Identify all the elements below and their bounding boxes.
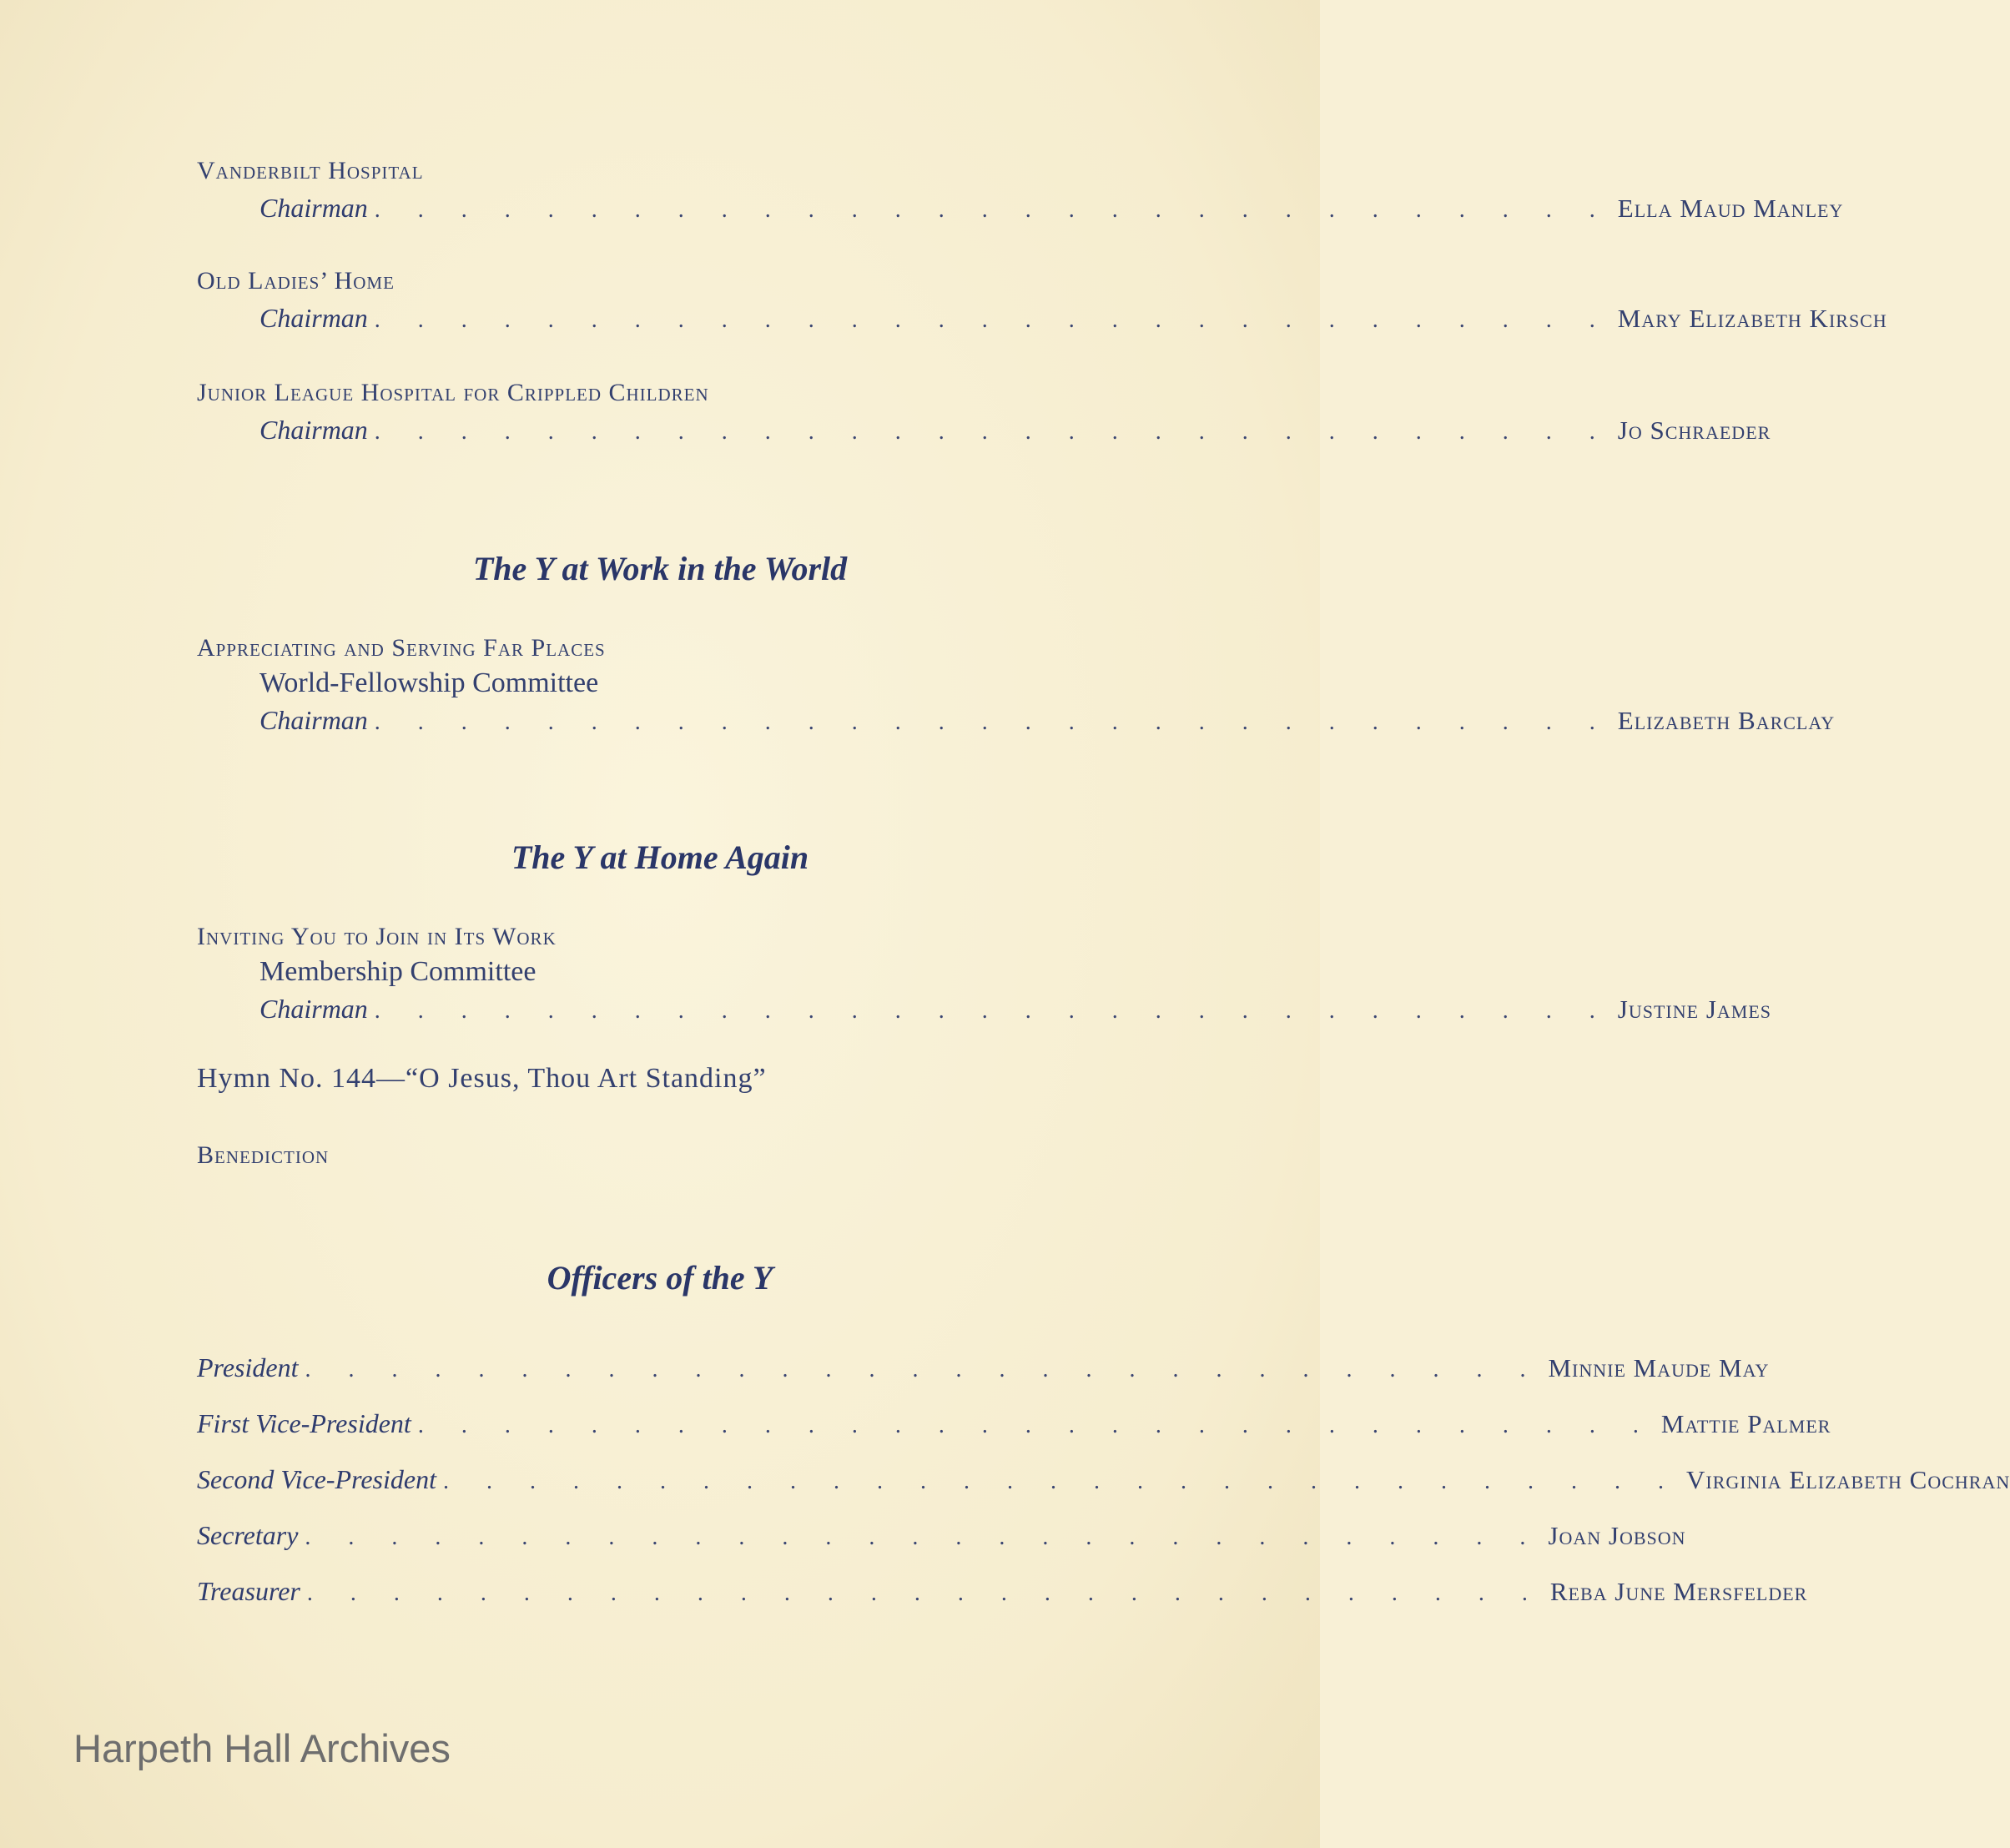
leader-dots: . . . . . . . . . . . . . . . . . . . . . . . . . . . . . — [374, 998, 1611, 1024]
role-label: Chairman — [259, 415, 368, 445]
officer-row — [197, 1508, 1686, 1563]
officer-name: Virginia Elizabeth Cochran — [1685, 1465, 2010, 1494]
section-heading: Vanderbilt Hospital — [197, 157, 424, 184]
role-label: Chairman — [259, 193, 368, 223]
officer-row — [197, 1396, 1831, 1452]
committee-name: Membership Committee — [259, 956, 537, 987]
benediction-line — [197, 1138, 1145, 1173]
hymn-line — [197, 1061, 1145, 1096]
officer-role: President — [197, 1352, 299, 1382]
section-title-world: The Y at Work in the World — [472, 550, 848, 587]
chairman-row — [197, 189, 1844, 227]
leader-dots: . . . . . . . . . . . . . . . . . . . . . . . . . . . . . — [374, 307, 1611, 333]
officer-name: Minnie Maude May — [1548, 1353, 1770, 1382]
section-title-home: The Y at Home Again — [511, 838, 809, 876]
section-junior-league-hospital — [197, 375, 1771, 449]
committee-name: World-Fellowship Committee — [259, 667, 599, 698]
leader-dots: . . . . . . . . . . . . . . . . . . . . . . . . . . . . . — [374, 709, 1611, 735]
officer-role: Second Vice-President — [197, 1464, 436, 1494]
leader-dots: . . . . . . . . . . . . . . . . . . . . . . . . . . . . . — [417, 1412, 1655, 1438]
person-name: Ella Maud Manley — [1617, 194, 1844, 223]
officer-name: Joan Jobson — [1548, 1521, 1686, 1550]
section-world-fellowship — [197, 631, 1836, 739]
role-label: Chairman — [259, 705, 368, 735]
officer-name: Reba June Mersfelder — [1549, 1577, 1808, 1606]
archive-watermark: Harpeth Hall Archives — [73, 1726, 451, 1770]
section-heading: Junior League Hospital for Crippled Children — [197, 379, 709, 406]
section-membership — [197, 919, 1772, 1028]
officer-role: First Vice-President — [197, 1408, 411, 1438]
officer-row — [197, 1563, 1808, 1619]
chairman-row — [197, 701, 1836, 739]
leader-dots: . . . . . . . . . . . . . . . . . . . . . . . . . . . . . — [442, 1468, 1680, 1494]
section-heading: Appreciating and Serving Far Places — [197, 634, 606, 662]
person-name: Justine James — [1617, 994, 1772, 1024]
officer-role: Secretary — [197, 1520, 299, 1550]
leader-dots: . . . . . . . . . . . . . . . . . . . . . . . . . . . . . — [305, 1357, 1542, 1382]
section-heading: Old Ladies’ Home — [197, 267, 395, 295]
chairman-row — [197, 410, 1771, 449]
person-name: Jo Schraeder — [1617, 415, 1771, 445]
chairman-row — [197, 299, 1887, 337]
officer-role: Treasurer — [197, 1576, 300, 1606]
officer-row — [197, 1452, 2010, 1508]
officer-row — [197, 1340, 1770, 1396]
person-name: Elizabeth Barclay — [1617, 706, 1836, 735]
role-label: Chairman — [259, 994, 368, 1024]
leader-dots: . . . . . . . . . . . . . . . . . . . . . . . . . . . . . — [306, 1580, 1544, 1606]
officers-list — [197, 1340, 2010, 1619]
section-title-officers: Officers of the Y — [547, 1259, 773, 1297]
leader-dots: . . . . . . . . . . . . . . . . . . . . . . . . . . . . . — [374, 419, 1611, 445]
section-heading: Inviting You to Join in Its Work — [197, 923, 557, 950]
person-name: Mary Elizabeth Kirsch — [1617, 304, 1887, 333]
section-old-ladies-home — [197, 264, 1887, 337]
benediction-text: Benediction — [197, 1141, 330, 1169]
role-label: Chairman — [259, 303, 368, 333]
leader-dots: . . . . . . . . . . . . . . . . . . . . . . . . . . . . . — [374, 197, 1611, 223]
officer-name: Mattie Palmer — [1660, 1409, 1831, 1438]
leader-dots: . . . . . . . . . . . . . . . . . . . . . . . . . . . . . — [305, 1524, 1542, 1550]
hymn-text: Hymn No. 144—“O Jesus, Thou Art Standing” — [197, 1063, 767, 1094]
chairman-row — [197, 989, 1772, 1028]
section-vanderbilt-hospital — [197, 154, 1844, 227]
